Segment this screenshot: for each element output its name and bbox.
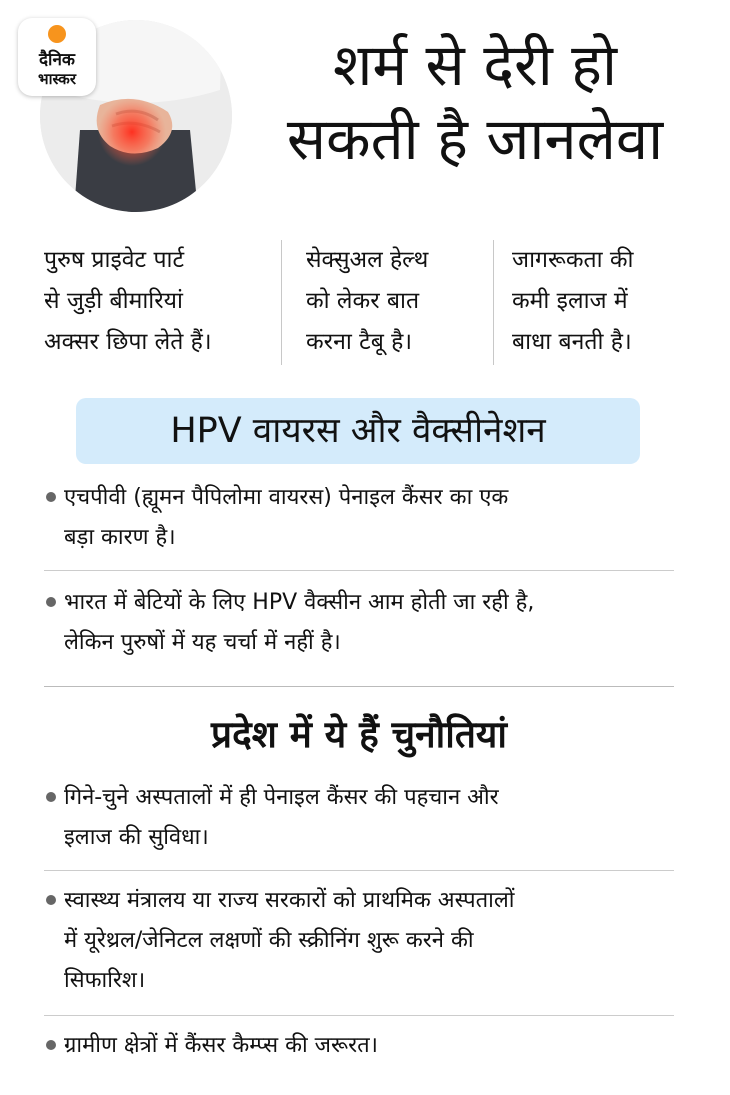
headline-line2: सकती है जानलेवा: [286, 105, 664, 173]
bullet-icon: [46, 492, 56, 502]
bullet-icon: [46, 1040, 56, 1050]
fact-column-3: [493, 240, 684, 365]
sun-logo-icon: [47, 24, 67, 44]
fact-1-line3: अक्सर छिपा लेते हैं।: [44, 329, 212, 355]
bullet-icon: [46, 895, 56, 905]
fact-1-line1: पुरुष प्राइवेट पार्ट: [44, 247, 185, 273]
list-item-line: गिने-चुने अस्पतालों में ही पेनाइल कैंसर की पहचान और: [64, 785, 499, 810]
fact-2-line3: करना टैबू है।: [306, 329, 413, 355]
list-item: [44, 1015, 674, 1066]
fact-2-line2: को लेकर बात: [306, 288, 420, 314]
list-item-line: बड़ा कारण है।: [64, 525, 176, 550]
list-item-line: इलाज की सुविधा।: [64, 825, 209, 850]
fact-column-2: [281, 240, 493, 365]
list-item-line: ग्रामीण क्षेत्रों में कैंसर कैम्प्स की जरूरत।: [64, 1033, 378, 1058]
fact-3-line1: जागरूकता की: [512, 247, 634, 273]
bullet-icon: [46, 597, 56, 607]
fact-1-line2: से जुड़ी बीमारियां: [44, 288, 183, 314]
list-item-line: स्वास्थ्य मंत्रालय या राज्य सरकारों को प्राथमिक अस्पतालों: [64, 888, 515, 913]
fact-column-1: [44, 240, 281, 365]
bullet-icon: [46, 792, 56, 802]
list-item-line: भारत में बेटियों के लिए HPV वैक्सीन आम होती जा रही है,: [64, 590, 535, 615]
list-item-line: एचपीवी (ह्यूमन पैपिलोमा वायरस) पेनाइल कैंसर का एक: [64, 485, 509, 510]
list-item-line: लेकिन पुरुषों में यह चर्चा में नहीं है।: [64, 630, 341, 655]
section-divider: [44, 686, 674, 687]
list-item-line: सिफारिश।: [64, 968, 146, 993]
challenges-section-title: प्रदेश में ये हैं चुनौतियां: [211, 713, 507, 756]
fact-2-line1: सेक्सुअल हेल्थ: [306, 247, 429, 273]
headline-line1: शर्म से देरी हो: [332, 31, 617, 99]
logo-text-line2: भास्कर: [38, 70, 76, 88]
list-item: [44, 478, 674, 570]
list-item-line: में यूरेथ्रल/जेनिटल लक्षणों की स्क्रीनिंग शुरू करने की: [64, 928, 474, 953]
dainik-bhaskar-logo: [18, 18, 96, 96]
fact-3-line2: कमी इलाज में: [512, 288, 628, 314]
hpv-list: [44, 478, 674, 663]
challenges-list: [44, 778, 674, 1066]
list-item: [44, 870, 674, 1015]
fact-3-line3: बाधा बनती है।: [512, 329, 632, 355]
list-item: [44, 778, 674, 870]
hpv-section-title: HPV वायरस और वैक्सीनेशन: [76, 398, 640, 464]
headline: [240, 28, 710, 176]
logo-text-line1: दैनिक: [39, 50, 75, 70]
facts-row: [44, 240, 684, 365]
list-item: [44, 570, 674, 663]
